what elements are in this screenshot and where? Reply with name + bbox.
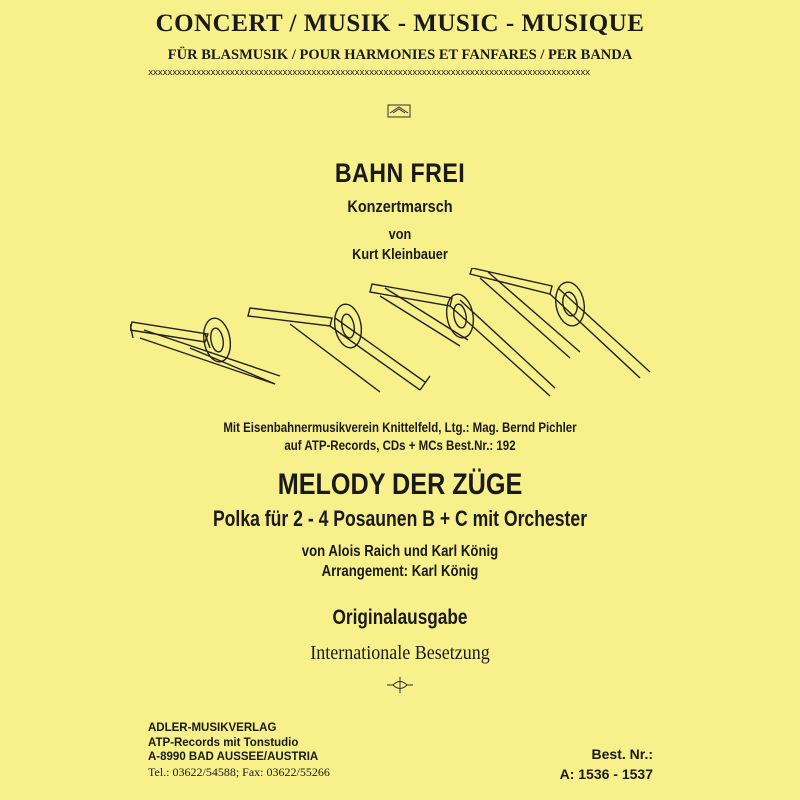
header-divider: xxxxxxxxxxxxxxxxxxxxxxxxxxxxxxxxxxxxxxxxxxxxxxxxxxxxxxxxxxxxxxxxxxxxxxxxxxxxxxxxxxxxxxxxxxxx <box>148 68 590 78</box>
header-title: CONCERT / MUSIK - MUSIC - MUSIQUE <box>155 10 645 37</box>
trombone-1 <box>130 316 280 384</box>
piece2-composers: von Alois Raich und Karl König <box>301 543 499 560</box>
publisher-phone: Tel.: 03622/54588; Fax: 03622/55266 <box>148 764 330 779</box>
recording-line-1: Mit Eisenbahnermusikverein Knittelfeld, Ltg.: Mag. Bernd Pichler <box>223 420 577 435</box>
piece2-arrangement: Arrangement: Karl König <box>321 563 479 580</box>
piece1-by: von <box>388 226 412 243</box>
order-label: Best. Nr.: <box>591 746 653 762</box>
publisher-address: A-8990 BAD AUSSEE/AUSTRIA <box>148 751 319 763</box>
trombone-illustration <box>130 268 670 408</box>
emblem-icon <box>387 104 411 118</box>
trombone-3 <box>370 284 555 396</box>
order-number: A: 1536 - 1537 <box>559 766 653 782</box>
piece1-composer: Kurt Kleinbauer <box>352 246 448 263</box>
publisher-studio: ATP-Records mit Tonstudio <box>148 736 299 749</box>
piece1-genre: Konzertmarsch <box>347 197 453 216</box>
publisher-name: ADLER-MUSIKVERLAG <box>148 722 277 734</box>
piece2-genre: Polka für 2 - 4 Posaunen B + C mit Orchester <box>212 506 588 531</box>
publisher-block <box>148 721 330 779</box>
trombone-4 <box>470 268 650 378</box>
edition-type: Originalausgabe <box>332 606 468 629</box>
recording-line-2: auf ATP-Records, CDs + MCs Best.Nr.: 192 <box>284 438 516 453</box>
piece2-title: MELODY DER ZÜGE <box>277 468 523 501</box>
trombone-2 <box>248 302 430 392</box>
ornament-icon <box>385 676 415 694</box>
piece1-title: BAHN FREI <box>334 158 466 188</box>
order-block <box>560 744 653 784</box>
edition-scoring: Internationale Besetzung <box>310 642 490 664</box>
header-subtitle: FÜR BLASMUSIK / POUR HARMONIES ET FANFARES / PER BANDA <box>167 47 633 63</box>
